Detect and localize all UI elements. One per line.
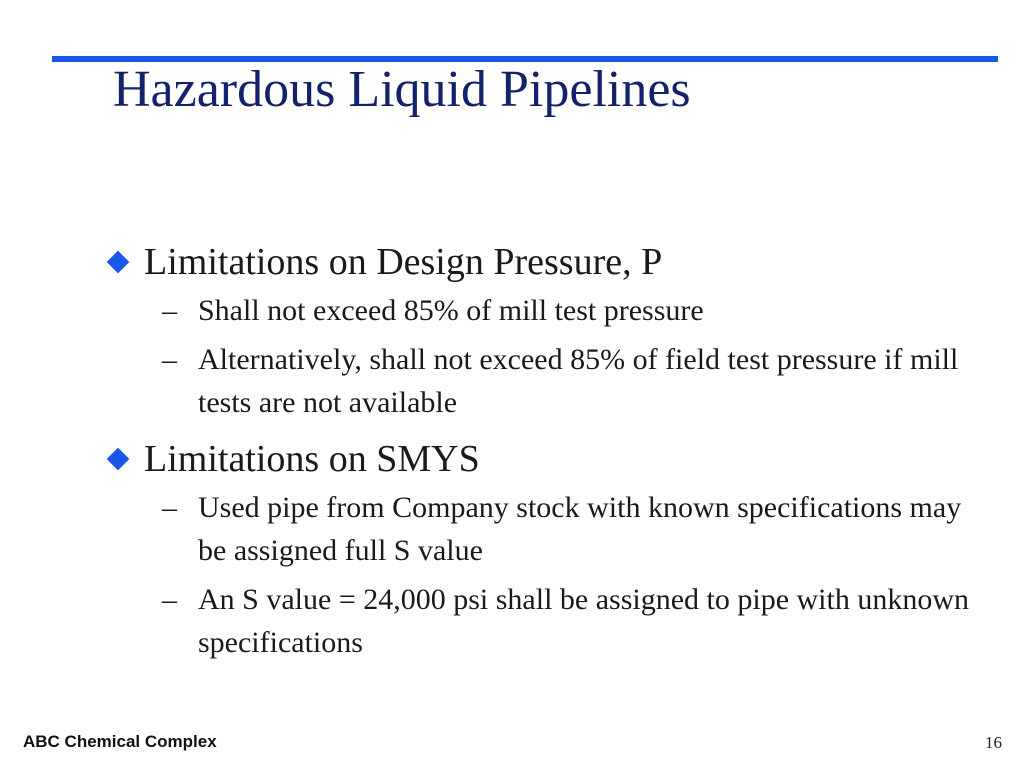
slide-title: Hazardous Liquid Pipelines	[113, 61, 691, 118]
dash-bullet-icon: –	[162, 583, 177, 616]
sub-bullet-list	[144, 289, 988, 424]
sub-bullet-list	[144, 486, 988, 664]
footer-company-name: ABC Chemical Complex	[23, 732, 217, 751]
dash-bullet-icon: –	[162, 343, 177, 376]
bullet-text: Limitations on Design Pressure, P	[144, 241, 663, 283]
bullet-text: Limitations on SMYS	[144, 438, 480, 480]
diamond-bullet-icon	[107, 251, 130, 274]
sub-bullet-item	[154, 289, 988, 332]
diamond-bullet-icon	[107, 448, 130, 471]
dash-bullet-icon: –	[162, 491, 177, 524]
sub-bullet-text: An S value = 24,000 psi shall be assigned to pipe with unknown specifications	[198, 583, 970, 659]
sub-bullet-text: Shall not exceed 85% of mill test pressure	[198, 294, 704, 327]
bullet-item	[108, 434, 988, 664]
sub-bullet-text: Used pipe from Company stock with known specifications may be assigned full S value	[198, 491, 962, 567]
slide-number: 16	[985, 733, 1002, 752]
bullet-list	[108, 237, 988, 670]
sub-bullet-item	[154, 486, 988, 572]
sub-bullet-item	[154, 578, 988, 664]
sub-bullet-item	[154, 338, 988, 424]
bullet-item	[108, 237, 988, 424]
dash-bullet-icon: –	[162, 294, 177, 327]
sub-bullet-text: Alternatively, shall not exceed 85% of field test pressure if mill tests are not available	[198, 343, 959, 419]
